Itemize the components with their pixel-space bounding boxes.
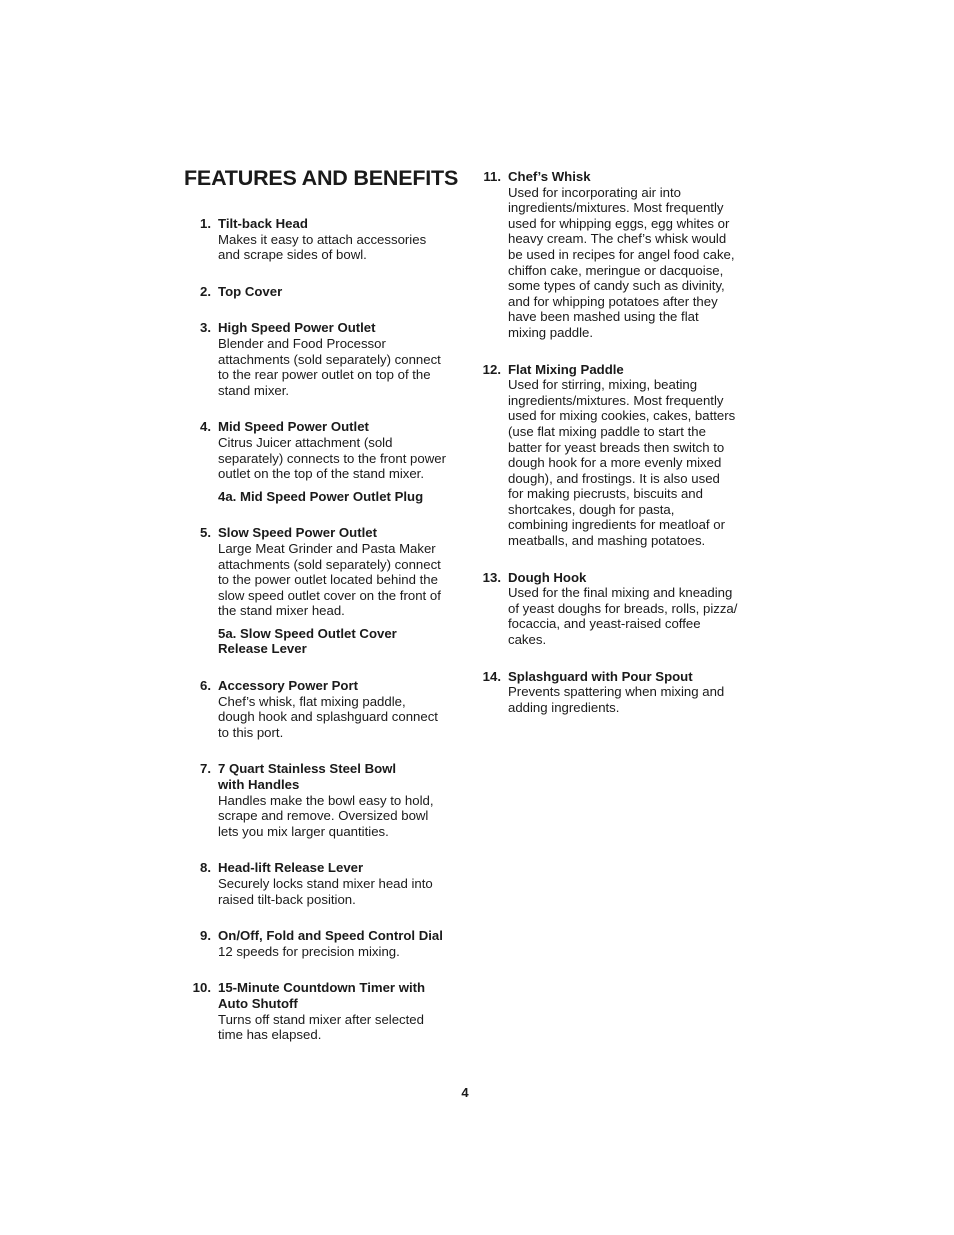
feature-item-8: [184, 860, 459, 907]
item-description: Used for the final mixing and kneading of yeast doughs for breads, rolls, pizza/ focaccia, and yeast-raised coffee cakes.: [508, 585, 738, 648]
item-heading: Splashguard with Pour Spout: [508, 668, 693, 684]
item-heading: On/Off, Fold and Speed Control Dial: [218, 928, 443, 944]
item-description: 12 speeds for precision mixing.: [218, 943, 400, 959]
item-heading: Tilt-back Head: [218, 216, 308, 231]
item-description: Turns off stand mixer after selected time has elapsed.: [218, 1011, 424, 1043]
feature-item-6: [184, 678, 459, 740]
item-number: 4.: [200, 419, 211, 435]
feature-item-3: [184, 320, 459, 398]
item-description: Chef’s whisk, flat mixing paddle, dough hook and splashguard connect to this port.: [218, 693, 438, 740]
item-description: Citrus Juicer attachment (sold separately) connects to the front power outlet on the top of the stand mixer.: [218, 434, 446, 482]
item-heading: Dough Hook: [508, 569, 587, 585]
item-description: Used for incorporating air into ingredients/mixtures. Most frequently used for whipping eggs, egg whites or heavy cream. The chef’s whisk would be used in recipes for angel food cake, chiffon cake, meringue or dacquoise, some types of candy such as divinity, and for whipping potatoes after they have been mashed using the flat mixing paddle.: [508, 184, 735, 340]
feature-item-11: [474, 169, 749, 341]
item-heading: Slow Speed Power Outlet: [218, 525, 378, 541]
feature-item-13: [474, 570, 749, 648]
item-number: 3.: [200, 320, 211, 336]
item-number: 10.: [192, 980, 211, 996]
item-heading: 7 Quart Stainless Steel Bowl with Handles: [218, 761, 397, 793]
item-number: 5.: [200, 525, 211, 541]
item-description: Large Meat Grinder and Pasta Maker attachments (sold separately) connect to the power outlet located behind the slow speed outlet cover on the front of the stand mixer head.: [218, 540, 441, 619]
page-number: 4: [461, 1085, 469, 1100]
item-heading: Accessory Power Port: [218, 678, 358, 694]
left-column: [184, 216, 459, 1064]
item-number: 13.: [482, 569, 501, 585]
feature-item-4: [184, 419, 459, 504]
feature-item-14: [474, 669, 749, 716]
item-description: Used for stirring, mixing, beating ingredients/mixtures. Most frequently used for mixing cookies, cakes, batters (use flat mixing paddle to start the batter for yeast breads then switch to dough hook for a more evenly mixed dough), and frostings. It is also used for making piecrusts, biscuits and shortcakes, dough for pasta, combining ingredients for meatloaf or meatballs, and mashing potatoes.: [508, 377, 736, 549]
item-description: Prevents spattering when mixing and adding ingredients.: [508, 684, 725, 715]
item-heading: Chef’s Whisk: [508, 169, 591, 184]
item-number: 6.: [200, 678, 211, 694]
feature-item-9: [184, 928, 459, 959]
item-heading: Flat Mixing Paddle: [508, 361, 624, 377]
item-description: Makes it easy to attach accessories and scrape sides of bowl.: [218, 231, 427, 263]
item-number: 8.: [200, 860, 211, 876]
item-number: 11.: [483, 169, 501, 184]
item-number: 1.: [200, 216, 211, 231]
item-description: Securely locks stand mixer head into raised tilt-back position.: [218, 876, 433, 907]
item-heading: 15-Minute Countdown Timer with Auto Shutoff: [218, 980, 426, 1011]
item-description: Handles make the bowl easy to hold, scrape and remove. Oversized bowl lets you mix larger quantities.: [218, 792, 434, 839]
item-heading: High Speed Power Outlet: [218, 320, 376, 336]
feature-item-5: [184, 525, 459, 657]
item-heading: Top Cover: [218, 283, 283, 299]
item-number: 12.: [482, 361, 501, 377]
item-description: Blender and Food Processor attachments (sold separately) connect to the rear power outlet on top of the stand mixer.: [218, 335, 441, 398]
item-subheading: 5a. Slow Speed Outlet Cover Release Lever: [218, 625, 397, 657]
feature-item-12: [474, 362, 749, 549]
feature-item-7: [184, 761, 459, 839]
item-number: 7.: [200, 761, 211, 777]
feature-item-2: [184, 284, 459, 300]
feature-item-1: [184, 216, 459, 263]
item-number: 2.: [200, 283, 211, 299]
item-number: 9.: [200, 928, 211, 944]
item-heading: Head-lift Release Lever: [218, 860, 364, 876]
item-heading: Mid Speed Power Outlet: [218, 419, 369, 435]
right-column: [474, 169, 749, 736]
page-title: FEATURES AND BENEFITS: [184, 166, 459, 190]
item-number: 14.: [482, 668, 501, 684]
item-subheading: 4a. Mid Speed Power Outlet Plug: [218, 488, 424, 504]
feature-item-10: [184, 980, 459, 1042]
